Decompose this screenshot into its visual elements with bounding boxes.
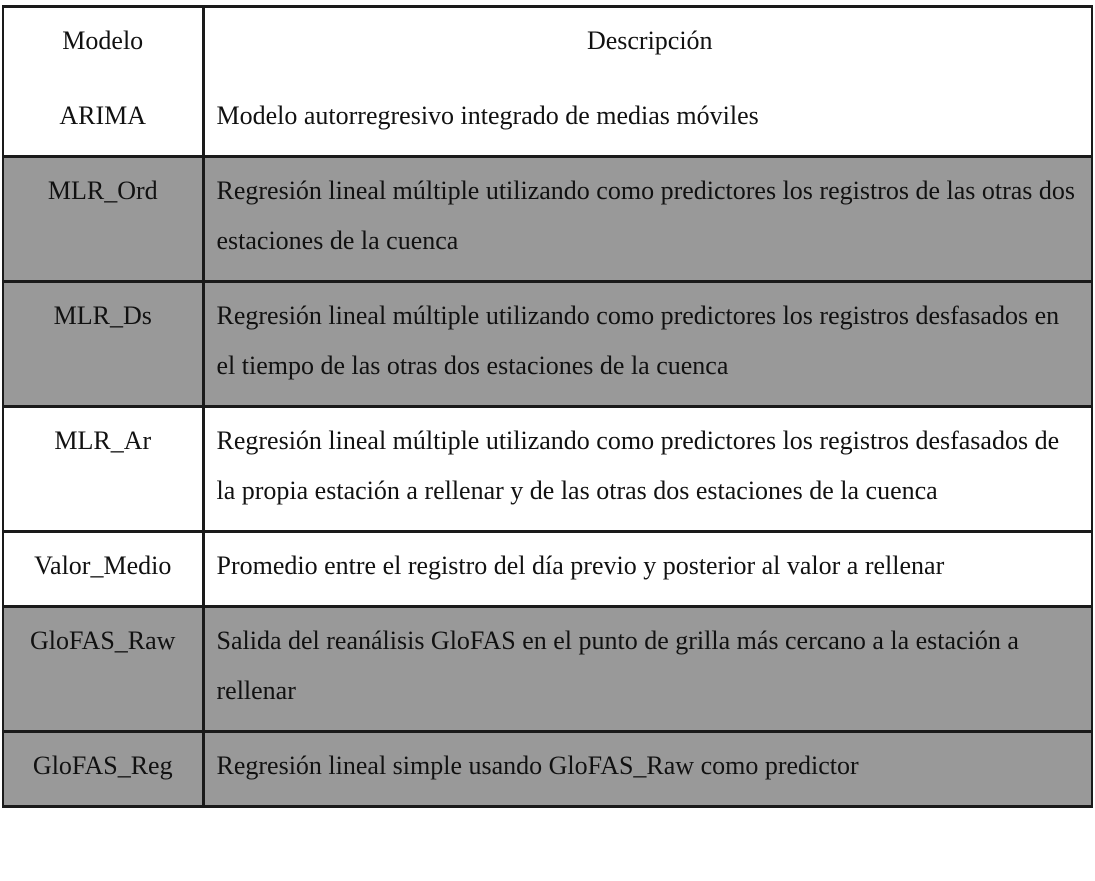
model-name: GloFAS_Reg xyxy=(32,751,173,780)
header-description-label: Descripción xyxy=(586,26,713,55)
model-name: Valor_Medio xyxy=(34,551,172,580)
description-cell xyxy=(203,407,1091,532)
table-row xyxy=(4,607,1091,732)
header-model xyxy=(4,8,203,83)
description-cell xyxy=(203,157,1091,282)
models-table xyxy=(2,5,1093,808)
description-cell xyxy=(203,532,1091,607)
table-row xyxy=(4,532,1091,607)
model-cell xyxy=(4,83,203,157)
model-description: Modelo autorregresivo integrado de medias móviles xyxy=(216,101,759,130)
table-row xyxy=(4,157,1091,282)
model-description: Salida del reanálisis GloFAS en el punto de grilla más cercano a la estación a rellenar xyxy=(216,626,1019,705)
model-description: Promedio entre el registro del día previo y posterior al valor a rellenar xyxy=(216,551,945,580)
model-description: Regresión lineal múltiple utilizando como predictores los registros desfasados de la propia estación a rellenar y de las otras dos estaciones de la cuenca xyxy=(216,426,1060,505)
models-table-grid xyxy=(4,8,1091,805)
model-cell xyxy=(4,407,203,532)
model-name: GloFAS_Raw xyxy=(30,626,176,655)
description-cell xyxy=(203,83,1091,157)
table-row xyxy=(4,282,1091,407)
description-cell xyxy=(203,282,1091,407)
model-name: MLR_Ar xyxy=(54,426,152,455)
table-row xyxy=(4,83,1091,157)
description-cell xyxy=(203,732,1091,806)
model-name: ARIMA xyxy=(59,101,147,130)
model-cell xyxy=(4,157,203,282)
table-header-row xyxy=(4,8,1091,83)
description-cell xyxy=(203,607,1091,732)
header-model-label: Modelo xyxy=(62,26,144,55)
model-cell xyxy=(4,607,203,732)
model-name: MLR_Ord xyxy=(47,176,158,205)
model-description: Regresión lineal múltiple utilizando como predictores los registros de las otras dos estaciones de la cuenca xyxy=(216,176,1076,255)
model-description: Regresión lineal múltiple utilizando como predictores los registros desfasados en el tiempo de las otras dos estaciones de la cuenca xyxy=(216,301,1060,380)
header-description xyxy=(203,8,1091,83)
model-description: Regresión lineal simple usando GloFAS_Raw como predictor xyxy=(216,751,859,780)
model-name: MLR_Ds xyxy=(53,301,152,330)
model-cell xyxy=(4,732,203,806)
table-row xyxy=(4,732,1091,806)
model-cell xyxy=(4,282,203,407)
table-row xyxy=(4,407,1091,532)
model-cell xyxy=(4,532,203,607)
